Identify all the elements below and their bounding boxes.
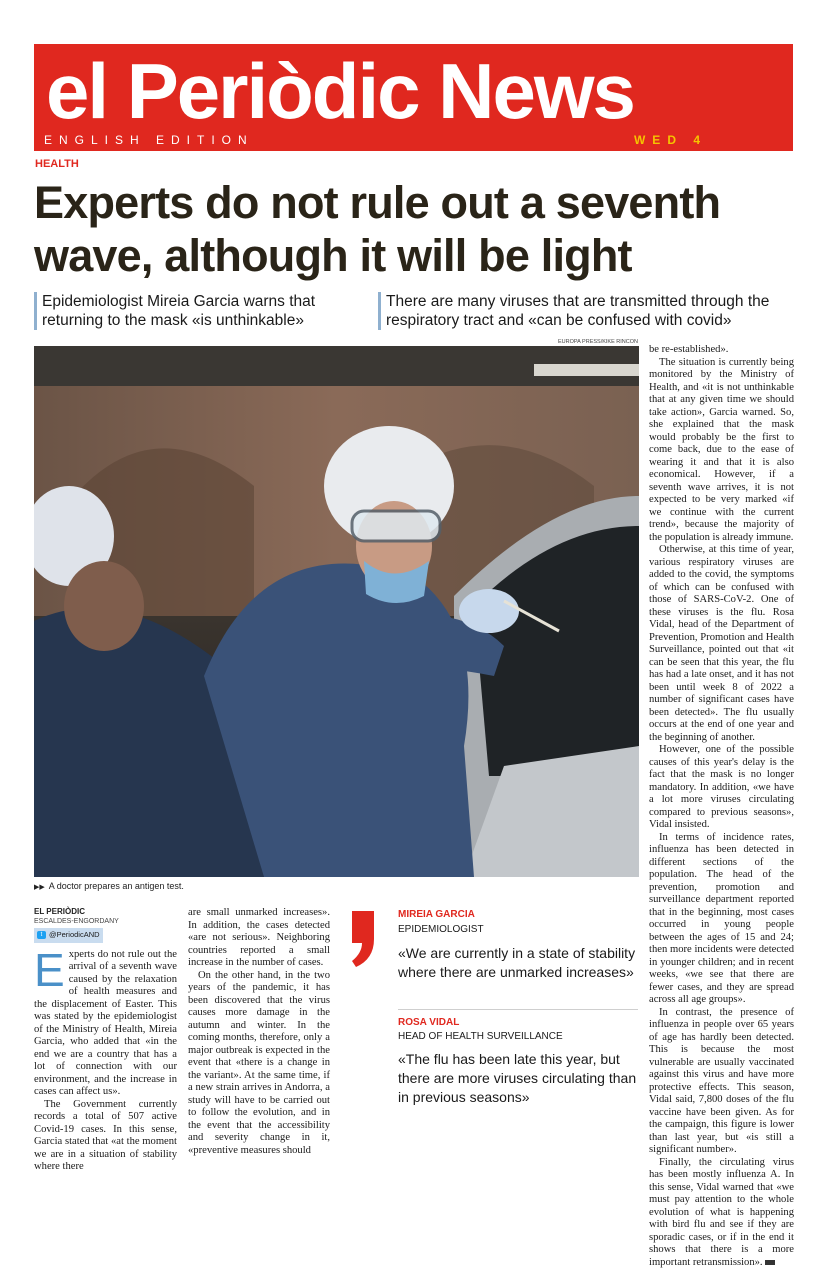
quote-divider (398, 1009, 638, 1010)
body-paragraph: are small unmarked increases». In addition, the cases detected «are not serious». Neighboring countries reported a small increase in the number of cases. (188, 907, 330, 970)
body-column-right (649, 344, 794, 1144)
body-paragraph: In terms of incidence rates, influenza has been detected in different sections of the population. The head of the prevention, promotion and surveillance department reported that in the beginning, most cases occurred in young people between the ages of 15 and 24; then more incidents were detected in younger children; and in recent weeks, «we see that there are fewer cases, and they are spread across all age groups». (649, 832, 794, 1007)
drop-cap: E (34, 950, 65, 990)
quote-1-text: «We are currently in a state of stability where there are unmarked increases» (398, 944, 640, 982)
body-paragraph: Experts do not rule out the arrival of a seventh wave caused by the relaxation of health measures and the displacement of Easter. This was stated by the epidemiologist of the Ministry of Health, Mireia Garcia, who added that «in the end we are a country that has a lot of connection with our environment, and the increase in cases can affect us». (34, 949, 177, 1099)
body-paragraph: However, one of the possible causes of this year's delay is the fact that the mask is no longer mandatory. In addition, «we have a lot more viruses circulating compared to previous seasons», Vidal insisted. (649, 744, 794, 832)
photo-caption (34, 881, 184, 891)
twitter-handle-text: @PeriodicAND (49, 930, 100, 939)
quote-2-text: «The flu has been late this year, but there are more viruses circulating than in previous seasons» (398, 1050, 640, 1107)
photo-illustration (34, 346, 639, 877)
masthead (34, 44, 793, 151)
body-paragraph: Finally, the circulating virus has been mostly influenza A. In this sense, Vidal warned that «we must pay attention to the whole evolution of what is happening with bird flu and see if they are sporadic cases, or if in the end it shows that there is a more important retransmission». (649, 1157, 794, 1269)
deck-right: There are many viruses that are transmitted through the respiratory tract and «can be confused with covid» (378, 292, 806, 330)
quote-2-name: ROSA VIDAL (398, 1017, 459, 1028)
caption-arrow-icon: ▶▶ (34, 884, 45, 891)
edition-label: ENGLISH EDITION (44, 133, 254, 147)
byline-name: EL PERIÒDIC (34, 907, 177, 917)
quote-1-name: MIREIA GARCIA (398, 909, 475, 920)
quote-2-role: HEAD OF HEALTH SURVEILLANCE (398, 1031, 563, 1042)
body-column-1 (34, 907, 177, 1174)
body-paragraph: Otherwise, at this time of year, various respiratory viruses are added to the covid, the symptoms of which can be confused with those of SARS-CoV-2. One of these viruses is the flu. Rosa Vidal, head of the Department of Prevention, Promotion and Health Surveillance, pointed out that «it can be seen that this year, the flu has had a late onset, and it has not been until week 8 of 2022 a number of significant cases have been detected». The flu usually occurs at the end of one year and the beginning of another. (649, 544, 794, 744)
caption-text: A doctor prepares an antigen test. (49, 881, 184, 891)
body-paragraph: On the other hand, in the two years of the pandemic, it has been discovered that the virus causes more damage in the autumn and winter. In the coming months, therefore, only a major outbreak is expected in the event that «there is a change in the variant». At the same time, if a new strain arrives in Andorra, a study will have to be carried out to follow the evolution, and in the event that the accessibility and severity change in it, «preventive measures should (188, 970, 330, 1158)
quote-1-role: EPIDEMIOLOGIST (398, 924, 484, 935)
body-paragraph: The situation is currently being monitored by the Ministry of Health, and «it is not unthinkable that at any given time we should take action», Garcia warned. So, she explained that the mask would probably be the first to come back, due to the ease of wearing it and that it is also economical. However, if a seventh wave arrives, it is not expected to be very marked «if we continue with the current trend», because the majority of the population is already immune. (649, 357, 794, 545)
quote-mark-icon (344, 909, 378, 969)
issue-date: WED 4 (634, 133, 707, 147)
body-column-2 (188, 907, 330, 1157)
body-paragraph: be re-established». (649, 344, 794, 357)
twitter-handle[interactable] (34, 928, 103, 943)
newspaper-logo: el Periòdic News (46, 46, 634, 136)
section-label: HEALTH (35, 158, 79, 170)
byline-location: ESCALDES-ENGORDANY (34, 917, 177, 926)
end-mark-icon (765, 1260, 775, 1265)
headline: Experts do not rule out a seventh wave, although it will be light (34, 176, 794, 282)
article-photo (34, 346, 639, 877)
pull-quotes (340, 907, 640, 1143)
body-paragraph: The Government currently records a total of 507 active Covid-19 cases. In this sense, Garcia stated that «at the moment we are in a situation of stability where there (34, 1099, 177, 1174)
photo-credit: EUROPA PRESS/KIKE RINCON (530, 339, 638, 345)
deck-left: Epidemiologist Mireia Garcia warns that returning to the mask «is unthinkable» (34, 292, 372, 330)
body-paragraph: In contrast, the presence of influenza in people over 65 years of age has hardly been detected. This is because the most vulnerable are usually vaccinated against this virus and have more protective effects. This season, Vidal said, 7,800 doses of the flu vaccine have been given. As for the campaign, this figure is lower than last year, but «is still a significant number». (649, 1007, 794, 1157)
twitter-icon: t (37, 931, 46, 939)
